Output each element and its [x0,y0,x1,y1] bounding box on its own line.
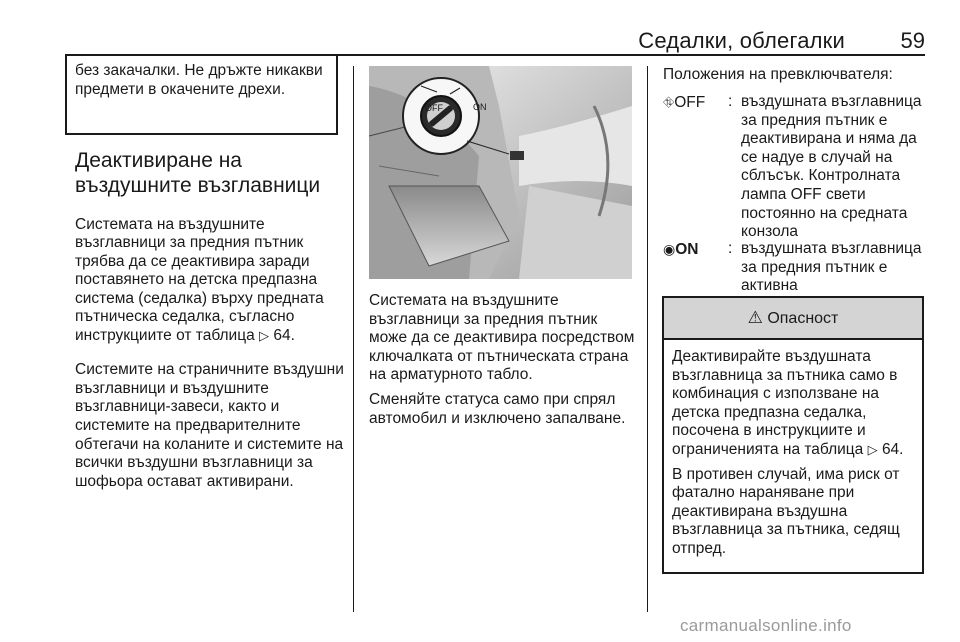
position-on-desc: въздушната възглавница за предния пътник е активна [741,240,922,295]
continued-note-box [65,56,338,135]
position-on-row [663,240,925,296]
airbag-switch-photo [369,66,632,279]
warning-title: Опасност [767,310,839,327]
caption-1: Системата на въздушните възглавници за предния пътник може да се деактивира посредством ключалката от пътническата страна на арматурното табло. [369,292,635,384]
warning-box [662,296,924,574]
warning-triangle-icon: ⚠ [747,308,763,327]
warning-text-2: В противен случай, има риск от фатално нараняване при деактивирана въздушна възглавница за пътника, седящ отпред. [672,465,900,557]
column-divider-right [647,66,648,612]
warning-text-1 [672,348,914,460]
page-title: Седалки, облегалки [638,28,845,53]
position-on-colon: : [728,240,733,257]
warning-header [664,298,922,340]
left-paragraph-1 [75,216,347,346]
caption-2: Сменяйте статуса само при спрял автомобил и изключено запалване. [369,390,626,427]
photo-label-on: ON [473,102,487,112]
reference-arrow-icon: ▷ [867,441,878,457]
airbag-off-icon: ⛗ [663,94,675,110]
position-off-key [663,93,705,113]
left-paragraph-1-ref[interactable]: 64. [273,327,295,345]
continued-note-text: без закачалки. Не дръжте никакви предмети в окачените дрехи. [75,62,323,98]
left-paragraph-1-text: Системата на въздушните възглавници за предния пътник трябва да се деактивира заради поставянето на детска предпазна система (седалка) върху предната пътническа седалка, съгласно инструкциите от таблица [75,215,324,345]
left-body [75,200,347,507]
position-off-label: OFF [674,94,706,111]
page-header [65,24,925,54]
position-on-key [663,240,698,260]
watermark: carmanualsonline.info [680,616,852,635]
position-off-desc: въздушната възглавница за предния пътник е деактивирана и няма да се надуе в случай на сблъсък. Контролната лампа OFF свети постоянно на средната конзола [741,93,922,241]
column-divider-left [353,66,354,612]
warning-text-1-main: Деактивирайте въздушната възглавница за пътника само в комбинация с използване на детска предпазна седалка, посочена в инструкциите и ограниченията на таблица [672,348,898,458]
reference-arrow-icon: ▷ [259,328,270,344]
switch-positions-intro: Положения на превключвателя: [663,66,893,83]
position-off-row [663,93,925,259]
position-off-colon: : [728,93,733,110]
section-heading: Деактивиране на въздушните възглавници [75,149,321,197]
left-paragraph-2: Системите на страничните въздушни възглавници и въздушните възглавници-завеси, както и системите на предварителните обтегачи на коланите и системите на всички въздушни възглавници за шофьора остават активирани. [75,361,344,490]
position-on-label: ON [675,241,699,258]
photo-label-off: OFF [425,103,443,113]
airbag-on-icon: ◉ [663,241,676,257]
page-number: 59 [900,28,925,53]
dashboard-illustration [369,66,632,279]
warning-body [664,340,922,573]
middle-body [369,292,639,434]
warning-text-1-ref[interactable]: 64. [881,440,904,458]
